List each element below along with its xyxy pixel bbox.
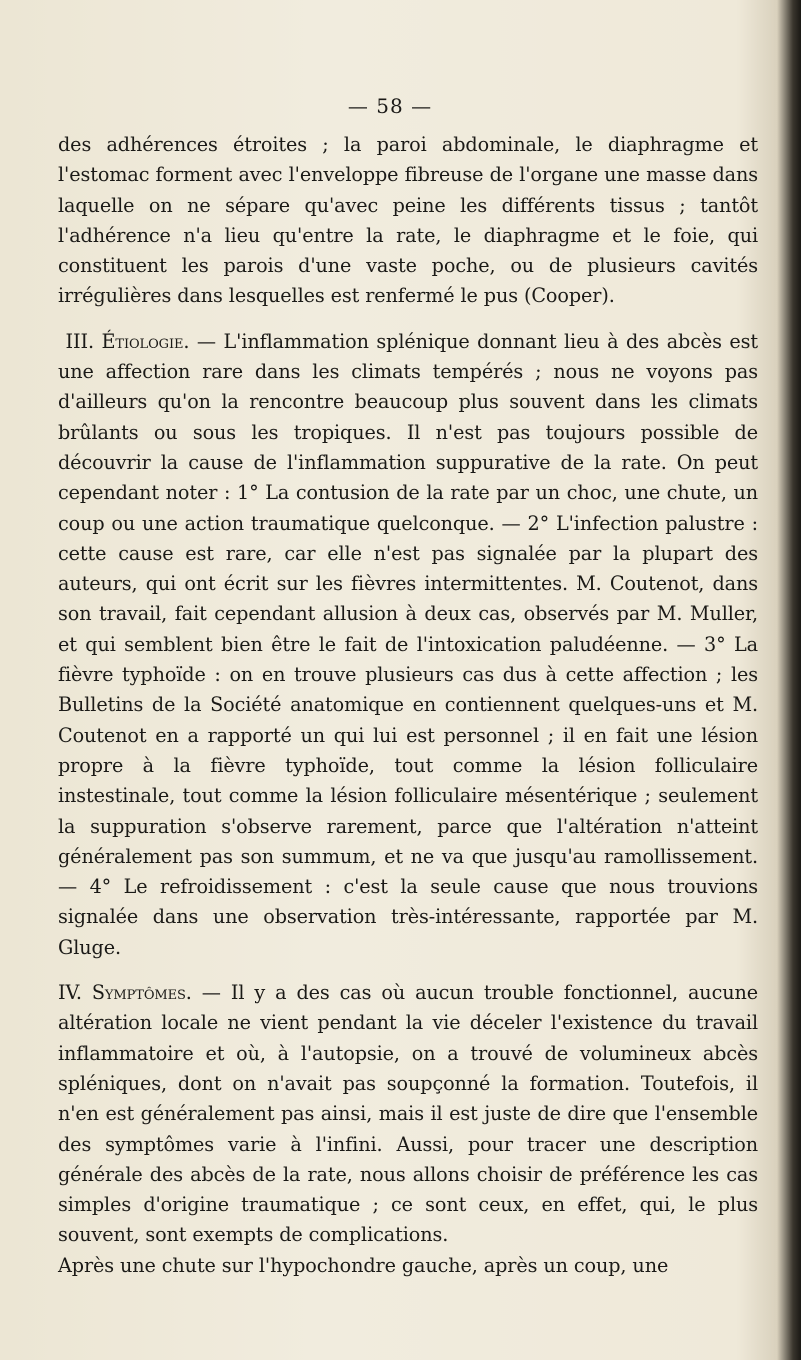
section-heading-etiologie: III. Étiologie. bbox=[65, 329, 190, 353]
paragraph-apres bbox=[58, 1251, 758, 1281]
page-number: — 58 — bbox=[347, 94, 433, 118]
paragraph-etiologie bbox=[58, 327, 758, 963]
paragraph-text: — Il y a des cas où aucun trouble fonctionnel, aucune altération locale ne vient pendant la vie déceler l'existence du travail inflammatoire et où, à l'autopsie, on a trouvé de volumineux abcès spléniques, dont on n'avait pas soupçonné la formation. Toutefois, il n'en est généralement pas ainsi, mais il est juste de dire que l'ensemble des symptômes varie à l'infini. Aussi, pour tracer une description générale des abcès de la rate, nous allons choisir de préférence les cas simples d'origine traumatique ; ce sont ceux, en effet, qui, le plus souvent, sont exempts de complications. bbox=[58, 981, 758, 1247]
paragraph-adherences bbox=[58, 130, 758, 312]
paragraph-symptomes bbox=[58, 978, 758, 1251]
paragraph-text: — L'inflammation splénique donnant lieu à des abcès est une affection rare dans les climats tempérés ; nous ne voyons pas d'ailleurs qu'on la rencontre beaucoup plus souvent dans les climats brûlants ou sous les tropiques. Il n'est pas toujours possible de découvrir la cause de l'inflammation suppurative de la rate. On peut cependant noter : 1° La contusion de la rate par un choc, une chute, un coup ou une action traumatique quelconque. — 2° L'infection palustre : cette cause est rare, car elle n'est pas signalée par la plupart des auteurs, qui ont écrit sur les fièvres intermittentes. M. Coutenot, dans son travail, fait cependant allusion à deux cas, observés par M. Muller, et qui semblent bien être le fait de l'intoxication paludéenne. — 3° La fièvre typhoïde : on en trouve plusieurs cas dus à cette affection ; les Bulletins de la Société anatomique en contiennent quelques-uns et M. Coutenot en a rapporté un qui lui est personnel ; il en fait une lésion propre à la fièvre typhoïde, tout comme la lésion folliculaire instestinale, tout comme la lésion folliculaire mésentérique ; seulement la suppuration s'observe rarement, parce que l'altération n'atteint généralement pas son summum, et ne va que jusqu'au ramollissement. — 4° Le refroidissement : c'est la seule cause que nous trouvions signalée dans une observation très-intéressante, rapportée par M. Gluge. bbox=[58, 329, 759, 959]
section-heading-symptomes: IV. Symptômes. bbox=[58, 981, 192, 1005]
paragraph-text: des adhérences étroites ; la paroi abdominale, le diaphragme et l'estomac forment avec l'enveloppe fibreuse de l'organe une masse dans laquelle on ne sépare qu'avec peine les différents tissus ; tantôt l'adhérence n'a lieu qu'entre la rate, le diaphragme et le foie, qui constituent les parois d'une vaste poche, ou de plusieurs cavités irrégulières dans lesquelles est renfermé le pus (Cooper). bbox=[58, 133, 758, 308]
paragraph-text: Après une chute sur l'hypochondre gauche, après un coup, une bbox=[58, 1253, 669, 1277]
body-text bbox=[58, 130, 758, 1281]
